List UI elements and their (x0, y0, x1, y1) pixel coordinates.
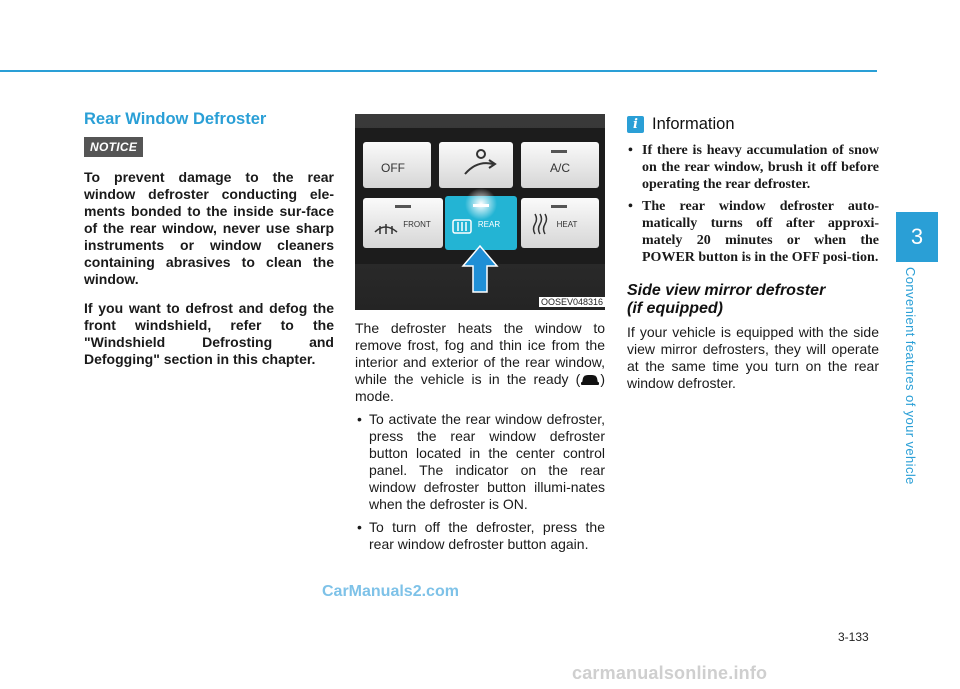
activate-bullet: • To activate the rear window defroster, press the rear window defroster button located in the center control panel. The indicator on the rear window defroster button illumi-nates when the defroster is ON. (355, 411, 605, 513)
side-mirror-body: If your vehicle is equipped with the side view mirror defrosters, they will operate at the same time you turn on the rear window defroster. (627, 324, 879, 391)
side-mirror-title-line2: (if equipped) (627, 300, 723, 317)
turn-off-bullet: • To turn off the defroster, press the rear window defroster button again. (355, 519, 605, 553)
ac-label: A/C (549, 161, 571, 175)
side-mirror-title-line1: Side view mirror defroster (627, 282, 826, 299)
side-mirror-title (627, 282, 879, 318)
rear-label: REAR (477, 220, 501, 229)
section-title: Rear Window Defroster (84, 110, 267, 128)
chapter-number-tab: 3 (896, 212, 938, 262)
chapter-label: Convenient features of your vehicle (903, 267, 918, 485)
information-icon: i (627, 116, 644, 133)
header-rule (0, 70, 877, 72)
manualsonline-watermark: carmanualsonline.info (572, 663, 768, 683)
notice-paragraph-2: If you want to defrost and defog the front windshield, refer to the "Windshield Defrosting and Defogging" section in this chapter. (84, 300, 334, 367)
notice-badge: NOTICE (84, 137, 143, 157)
defroster-intro (355, 320, 605, 405)
intro-text-after: ) mode. (355, 371, 605, 404)
middle-column (355, 114, 605, 559)
page-number: 3-133 (838, 630, 869, 644)
left-column (84, 110, 334, 380)
right-column (627, 115, 879, 392)
off-label: OFF (381, 161, 405, 175)
ready-mode-car-icon (580, 373, 600, 386)
front-label: FRONT (403, 220, 431, 229)
information-bullet-2: • The rear window defroster auto-matically turns off after approxi-mately 20 minutes or when the POWER button is in the OFF posi-tion. (627, 198, 879, 266)
intro-text-before: The defroster heats the window to remove frost, fog and thin ice from the interior and exterior of the rear window, while the vehicle is in the ready ( (355, 320, 605, 387)
information-bullet-1: • If there is heavy accumulation of snow on the rear window, brush it off before operating the rear defroster. (627, 142, 879, 193)
notice-paragraph-1: To prevent damage to the rear window defroster conducting ele-ments bonded to the inside sur-face of the rear window, never use sharp instruments or window cleaners containing abrasives to clean the window. (84, 169, 334, 287)
carmanuals-watermark[interactable]: CarManuals2.com (322, 583, 459, 600)
control-panel-illustration (355, 114, 605, 310)
information-header (627, 115, 879, 134)
figure-caption: OOSEV048316 (540, 297, 603, 307)
heat-label: HEAT (556, 220, 578, 229)
information-title: Information (652, 115, 735, 133)
defroster-panel-figure (355, 114, 605, 310)
